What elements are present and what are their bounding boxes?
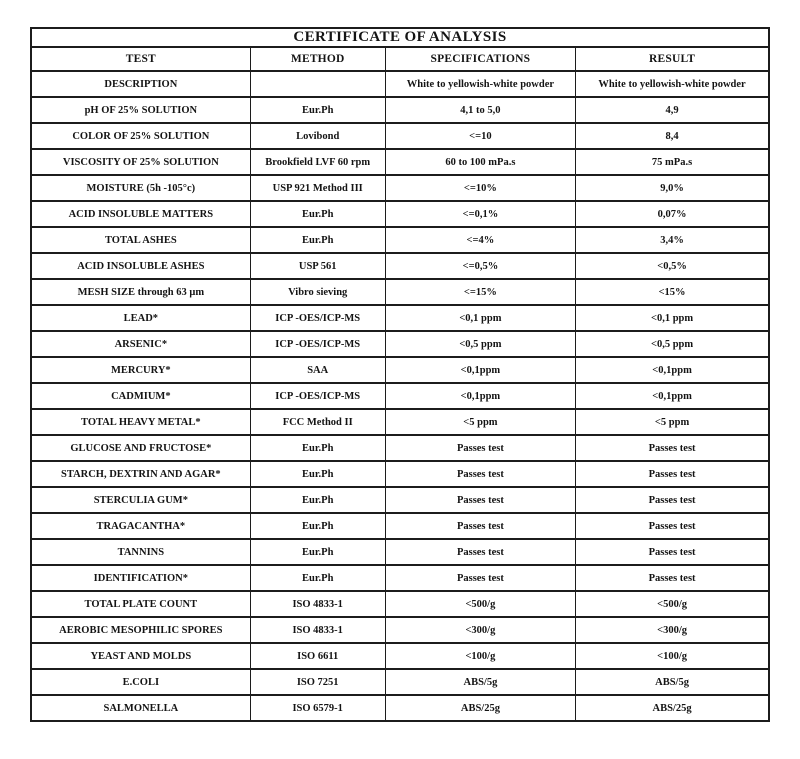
table-row — [31, 669, 769, 695]
method-cell: Eur.Ph — [250, 435, 385, 461]
method-cell: SAA — [250, 357, 385, 383]
method-cell: Eur.Ph — [250, 461, 385, 487]
result-cell: <300/g — [576, 617, 769, 643]
result-cell: Passes test — [576, 539, 769, 565]
result-cell: 8,4 — [576, 123, 769, 149]
table-row — [31, 175, 769, 201]
test-cell: MERCURY* — [31, 357, 250, 383]
result-cell: <0,5 ppm — [576, 331, 769, 357]
table-row — [31, 97, 769, 123]
spec-cell: Passes test — [385, 513, 575, 539]
spec-cell: <=10 — [385, 123, 575, 149]
title-row — [31, 28, 769, 47]
test-cell: ARSENIC* — [31, 331, 250, 357]
method-cell: Eur.Ph — [250, 97, 385, 123]
table-row — [31, 591, 769, 617]
spec-cell: Passes test — [385, 435, 575, 461]
result-cell: 75 mPa.s — [576, 149, 769, 175]
method-cell: Eur.Ph — [250, 201, 385, 227]
certificate-page — [30, 27, 770, 722]
test-cell: GLUCOSE AND FRUCTOSE* — [31, 435, 250, 461]
result-cell: ABS/5g — [576, 669, 769, 695]
column-header-specifications: SPECIFICATIONS — [385, 47, 575, 71]
spec-cell: ABS/5g — [385, 669, 575, 695]
result-cell: 9,0% — [576, 175, 769, 201]
method-cell: ISO 4833-1 — [250, 617, 385, 643]
table-row — [31, 617, 769, 643]
method-cell: Vibro sieving — [250, 279, 385, 305]
table-row — [31, 305, 769, 331]
method-cell: ICP -OES/ICP-MS — [250, 383, 385, 409]
table-row — [31, 643, 769, 669]
result-cell: Passes test — [576, 487, 769, 513]
table-row — [31, 409, 769, 435]
column-header-row — [31, 47, 769, 71]
method-cell: USP 561 — [250, 253, 385, 279]
spec-cell: Passes test — [385, 565, 575, 591]
table-row — [31, 487, 769, 513]
spec-cell: <0,5 ppm — [385, 331, 575, 357]
spec-cell: <=10% — [385, 175, 575, 201]
method-cell: Brookfield LVF 60 rpm — [250, 149, 385, 175]
method-cell — [250, 71, 385, 97]
spec-cell: <=15% — [385, 279, 575, 305]
test-cell: YEAST AND MOLDS — [31, 643, 250, 669]
method-cell: Eur.Ph — [250, 513, 385, 539]
table-row — [31, 357, 769, 383]
result-cell: <15% — [576, 279, 769, 305]
spec-cell: <0,1ppm — [385, 357, 575, 383]
certificate-title: CERTIFICATE OF ANALYSIS — [31, 28, 769, 47]
table-row — [31, 513, 769, 539]
spec-cell: <300/g — [385, 617, 575, 643]
column-header-test: TEST — [31, 47, 250, 71]
method-cell: ISO 7251 — [250, 669, 385, 695]
test-cell: SALMONELLA — [31, 695, 250, 721]
test-cell: ACID INSOLUBLE MATTERS — [31, 201, 250, 227]
table-head — [31, 28, 769, 71]
test-cell: TOTAL ASHES — [31, 227, 250, 253]
spec-cell: <=4% — [385, 227, 575, 253]
table-row — [31, 383, 769, 409]
test-cell: MESH SIZE through 63 μm — [31, 279, 250, 305]
table-row — [31, 331, 769, 357]
result-cell: White to yellowish-white powder — [576, 71, 769, 97]
spec-cell: <100/g — [385, 643, 575, 669]
result-cell: 4,9 — [576, 97, 769, 123]
method-cell: Eur.Ph — [250, 539, 385, 565]
table-row — [31, 461, 769, 487]
spec-cell: <5 ppm — [385, 409, 575, 435]
column-header-result: RESULT — [576, 47, 769, 71]
result-cell: Passes test — [576, 513, 769, 539]
test-cell: CADMIUM* — [31, 383, 250, 409]
test-cell: TANNINS — [31, 539, 250, 565]
table-row — [31, 201, 769, 227]
result-cell: <100/g — [576, 643, 769, 669]
spec-cell: Passes test — [385, 487, 575, 513]
spec-cell: <=0,5% — [385, 253, 575, 279]
method-cell: ISO 6579-1 — [250, 695, 385, 721]
test-cell: DESCRIPTION — [31, 71, 250, 97]
result-cell: Passes test — [576, 461, 769, 487]
result-cell: 0,07% — [576, 201, 769, 227]
method-cell: USP 921 Method III — [250, 175, 385, 201]
result-cell: Passes test — [576, 435, 769, 461]
test-cell: pH OF 25% SOLUTION — [31, 97, 250, 123]
spec-cell: 4,1 to 5,0 — [385, 97, 575, 123]
test-cell: LEAD* — [31, 305, 250, 331]
method-cell: Eur.Ph — [250, 227, 385, 253]
spec-cell: <0,1ppm — [385, 383, 575, 409]
test-cell: TRAGACANTHA* — [31, 513, 250, 539]
method-cell: Eur.Ph — [250, 487, 385, 513]
table-row — [31, 539, 769, 565]
spec-cell: <500/g — [385, 591, 575, 617]
spec-cell: <0,1 ppm — [385, 305, 575, 331]
spec-cell: White to yellowish-white powder — [385, 71, 575, 97]
result-cell: <500/g — [576, 591, 769, 617]
table-row — [31, 149, 769, 175]
table-row — [31, 279, 769, 305]
result-cell: <0,1ppm — [576, 383, 769, 409]
result-cell: <5 ppm — [576, 409, 769, 435]
test-cell: STARCH, DEXTRIN AND AGAR* — [31, 461, 250, 487]
method-cell: FCC Method II — [250, 409, 385, 435]
spec-cell: <=0,1% — [385, 201, 575, 227]
table-row — [31, 71, 769, 97]
test-cell: COLOR OF 25% SOLUTION — [31, 123, 250, 149]
method-cell: Eur.Ph — [250, 565, 385, 591]
table-row — [31, 253, 769, 279]
spec-cell: Passes test — [385, 539, 575, 565]
method-cell: ISO 6611 — [250, 643, 385, 669]
table-row — [31, 123, 769, 149]
spec-cell: Passes test — [385, 461, 575, 487]
table-row — [31, 435, 769, 461]
test-cell: E.COLI — [31, 669, 250, 695]
column-header-method: METHOD — [250, 47, 385, 71]
test-cell: AEROBIC MESOPHILIC SPORES — [31, 617, 250, 643]
result-cell: <0,5% — [576, 253, 769, 279]
test-cell: TOTAL PLATE COUNT — [31, 591, 250, 617]
method-cell: ISO 4833-1 — [250, 591, 385, 617]
table-row — [31, 565, 769, 591]
spec-cell: 60 to 100 mPa.s — [385, 149, 575, 175]
test-cell: STERCULIA GUM* — [31, 487, 250, 513]
result-cell: <0,1 ppm — [576, 305, 769, 331]
table-body — [31, 71, 769, 721]
certificate-of-analysis-table — [30, 27, 770, 722]
result-cell: Passes test — [576, 565, 769, 591]
test-cell: MOISTURE (5h -105°c) — [31, 175, 250, 201]
test-cell: IDENTIFICATION* — [31, 565, 250, 591]
result-cell: ABS/25g — [576, 695, 769, 721]
test-cell: ACID INSOLUBLE ASHES — [31, 253, 250, 279]
method-cell: Lovibond — [250, 123, 385, 149]
result-cell: 3,4% — [576, 227, 769, 253]
spec-cell: ABS/25g — [385, 695, 575, 721]
method-cell: ICP -OES/ICP-MS — [250, 305, 385, 331]
result-cell: <0,1ppm — [576, 357, 769, 383]
method-cell: ICP -OES/ICP-MS — [250, 331, 385, 357]
test-cell: VISCOSITY OF 25% SOLUTION — [31, 149, 250, 175]
test-cell: TOTAL HEAVY METAL* — [31, 409, 250, 435]
table-row — [31, 695, 769, 721]
table-row — [31, 227, 769, 253]
